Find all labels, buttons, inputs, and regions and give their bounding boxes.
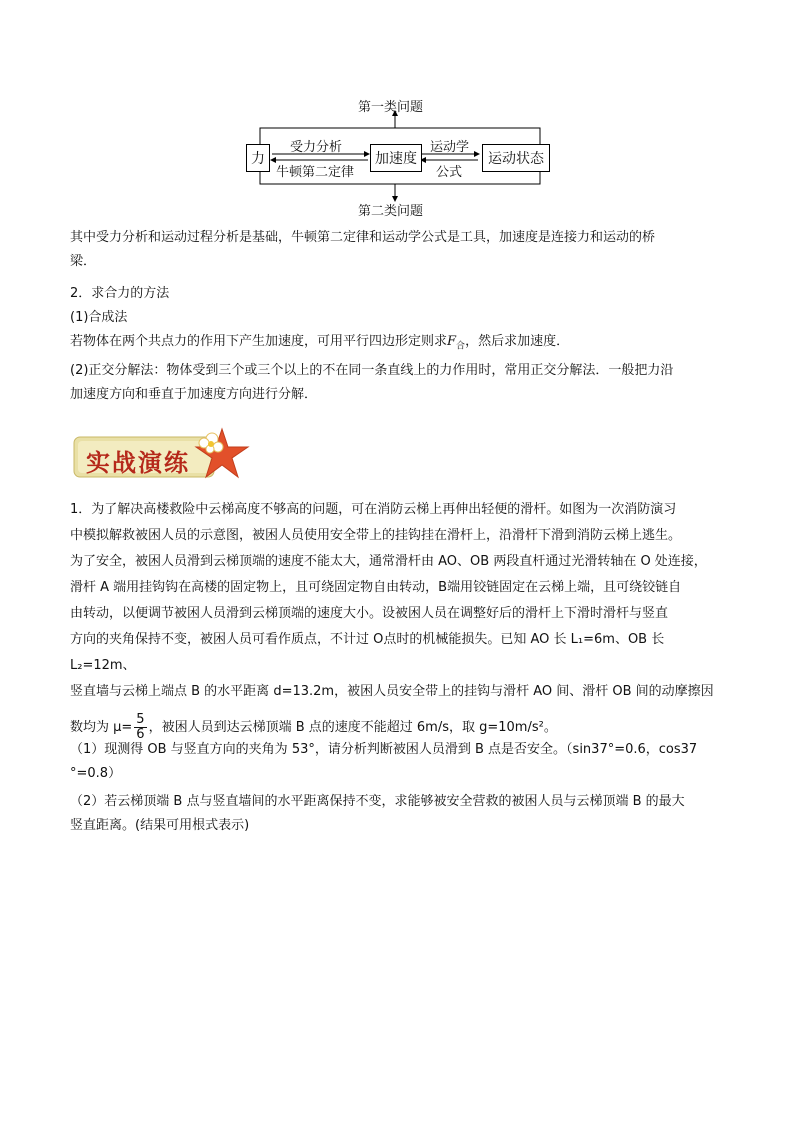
synthesis-text <box>70 330 730 359</box>
question-1-line-2: °=0.8） <box>70 766 122 781</box>
subsection-synthesis: (1)合成法 <box>70 310 128 325</box>
problem-paragraph <box>70 497 730 742</box>
practice-badge <box>72 425 252 485</box>
question-1-line-1: （1）现测得 OB 与竖直方向的夹角为 53°，请分析判断被困人员滑到 B 点是否安全。（sin37°=0.6，cos37 <box>70 742 698 757</box>
orthogonal-line-1: (2)正交分解法：物体受到三个或三个以上的不在同一条直线上的力作用时，常用正交分解法．一般把力沿 <box>70 362 674 378</box>
box-motion-state: 运动状态 <box>482 144 550 172</box>
diagram-bottom-label: 第二类问题 <box>358 204 424 219</box>
force-subscript: 合 <box>456 341 466 352</box>
force-symbol: F <box>447 334 457 349</box>
box-force: 力 <box>246 144 270 172</box>
question-1 <box>70 738 730 786</box>
arrow1-bottom-label: 牛顿第二定律 <box>276 165 355 180</box>
problem-line-4: 滑杆 A 端用挂钩钩在高楼的固定物上，且可绕固定物自由转动，B端用铰链固定在云梯上端，且可绕铰链自 <box>70 580 682 595</box>
diagram-top-label: 第一类问题 <box>358 100 424 115</box>
arrow2-bottom-label: 公式 <box>436 165 463 180</box>
fraction-denominator: 6 <box>136 727 145 742</box>
problem-line-6: 方向的夹角保持不变，被困人员可看作质点，不计过 O点时的机械能损失。已知 AO 长 L₁=6m、OB 长 L₂=12m、 <box>70 632 665 673</box>
orthogonal-line-2: 加速度方向和垂直于加速度方向进行分解． <box>70 386 318 402</box>
problem-line-5: 由转动，以便调节被困人员滑到云梯顶端的速度大小。设被困人员在调整好后的滑杆上下滑时滑杆与竖直 <box>70 606 669 621</box>
arrow2-top-label: 运动学 <box>430 140 470 155</box>
arrow1-top-label: 受力分析 <box>290 140 343 155</box>
question-2-line-2: 竖直距离。(结果可用根式表示) <box>70 818 250 833</box>
summary-line-2: 梁． <box>70 254 97 269</box>
synthesis-text-b: ，然后求加速度． <box>465 334 570 349</box>
question-2-line-1: （2）若云梯顶端 B 点与竖直墙间的水平距离保持不变，求能够被安全营救的被困人员与云梯顶端 B 的最大 <box>70 794 685 809</box>
problem-line-1: 1．为了解决高楼救险中云梯高度不够高的问题，可在消防云梯上再伸出轻便的滑杆。如图为一次消防演习 <box>70 502 677 517</box>
problem-line-8-rest: ，被困人员到达云梯顶端 B 点的速度不能超过 6m/s，取 g=10m/s²。 <box>148 720 557 735</box>
friction-label: 数均为 μ= <box>70 720 133 735</box>
summary-line-1: 其中受力分析和运动过程分析是基础，牛顿第二定律和运动学公式是工具，加速度是连接力和运动的桥 <box>70 230 656 245</box>
problem-line-3: 为了安全，被困人员滑到云梯顶端的速度不能太大，通常滑杆由 AO、OB 两段直杆通过光滑转轴在 O 处连接， <box>70 554 707 569</box>
question-2 <box>70 790 730 838</box>
force-motion-diagram <box>240 92 560 220</box>
section-method <box>70 282 730 407</box>
problem-line-2: 中模拟解救被困人员的示意图，被困人员使用安全带上的挂钩挂在滑杆上，沿滑杆下滑到消防云梯上逃生。 <box>70 528 682 543</box>
box-acceleration: 加速度 <box>370 144 422 172</box>
section-heading: 2．求合力的方法 <box>70 286 170 301</box>
badge-title: 实战演练 <box>86 448 190 477</box>
problem-line-7: 竖直墙与云梯上端点 B 的水平距离 d=13.2m，被困人员安全带上的挂钩与滑杆 AO 间、滑杆 OB 间的动摩擦因 <box>70 684 714 699</box>
summary-paragraph <box>70 226 730 274</box>
synthesis-text-a: 若物体在两个共点力的作用下产生加速度，可用平行四边形定则求 <box>70 334 448 349</box>
fraction-numerator: 5 <box>136 712 145 727</box>
